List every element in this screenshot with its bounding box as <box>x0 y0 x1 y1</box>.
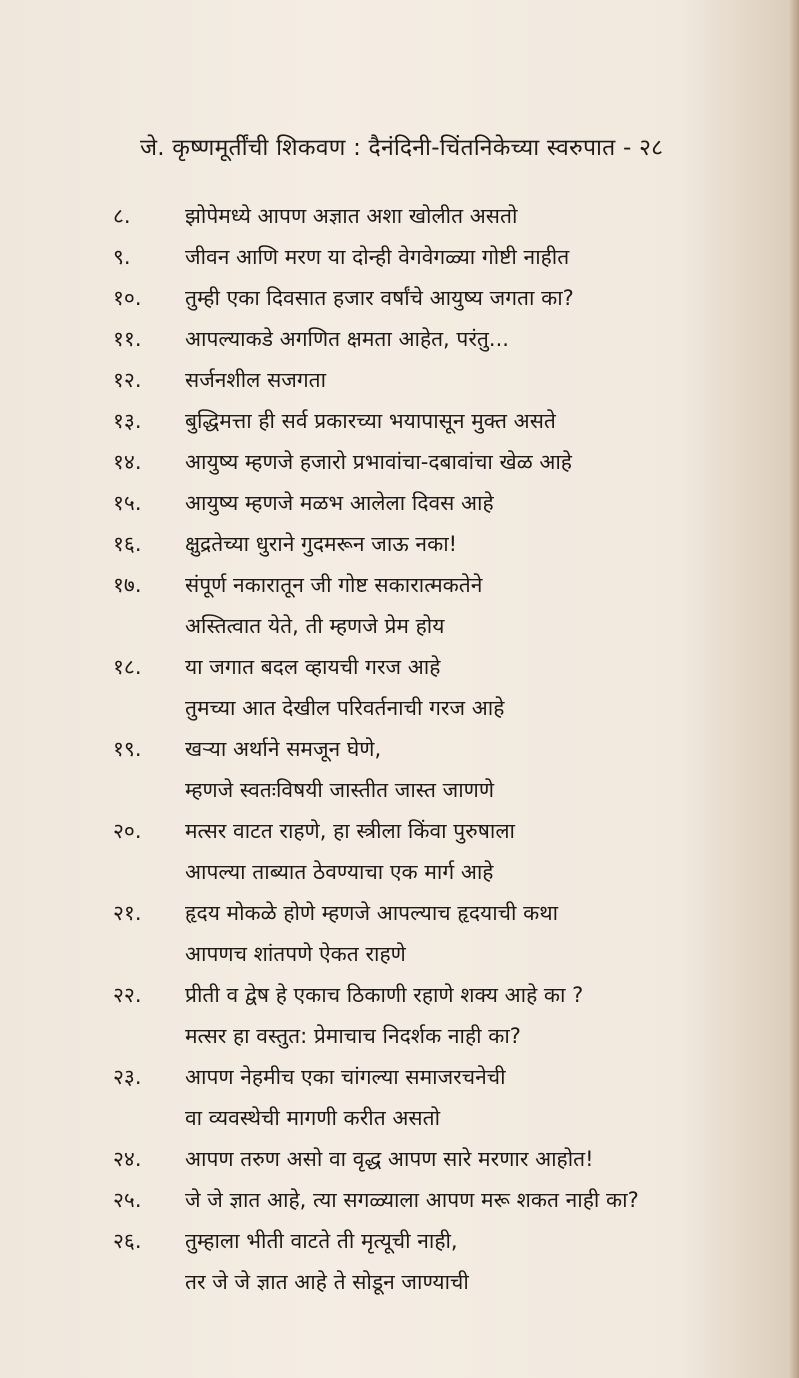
item-text: या जगात बदल व्हायची गरज आहे <box>185 655 441 679</box>
item-text-continued: आपल्या ताब्यात ठेवण्याचा एक मार्ग आहे <box>185 860 494 884</box>
item-text-continued: तुमच्या आत देखील परिवर्तनाची गरज आहे <box>185 696 505 720</box>
item-text: जीवन आणि मरण या दोन्ही वेगवेगळ्या गोष्टी नाहीत <box>185 245 570 269</box>
list-item <box>113 1221 793 1303</box>
item-text: मत्सर वाटत राहणे, हा स्त्रीला किंवा पुरुषाला <box>185 819 515 843</box>
item-number: १६. <box>113 532 142 556</box>
list-item <box>113 565 793 647</box>
list-item <box>113 237 793 278</box>
item-text: जे जे ज्ञात आहे, त्या सगळ्याला आपण मरू शकत नाही का? <box>185 1188 639 1212</box>
item-number: १२. <box>113 368 142 392</box>
list-item <box>113 1139 793 1180</box>
list-item <box>113 442 793 483</box>
item-number: २५. <box>113 1188 142 1212</box>
contents-list <box>113 196 793 1303</box>
list-item <box>113 401 793 442</box>
item-text: खऱ्या अर्थाने समजून घेणे, <box>185 737 382 761</box>
item-text: आपण नेहमीच एका चांगल्या समाजरचनेची <box>185 1065 506 1089</box>
item-number: २१. <box>113 901 142 925</box>
item-text: आयुष्य म्हणजे हजारो प्रभावांचा-दबावांचा खेळ आहे <box>185 450 572 474</box>
item-number: १५. <box>113 491 142 515</box>
list-item <box>113 811 793 893</box>
item-text-continued: वा व्यवस्थेची मागणी करीत असतो <box>185 1106 441 1130</box>
list-item <box>113 729 793 811</box>
item-number: १०. <box>113 286 142 310</box>
item-text: सर्जनशील सजगता <box>185 368 327 392</box>
list-item <box>113 524 793 565</box>
item-text: संपूर्ण नकारातून जी गोष्ट सकारात्मकतेने <box>185 573 483 597</box>
list-item <box>113 647 793 729</box>
item-text-continued: मत्सर हा वस्तुत: प्रेमाचाच निदर्शक नाही का? <box>185 1024 521 1048</box>
item-number: १४. <box>113 450 142 474</box>
item-number: ९. <box>113 245 131 269</box>
list-item <box>113 196 793 237</box>
item-text: आपण तरुण असो वा वृद्ध आपण सारे मरणार आहोत! <box>185 1147 594 1171</box>
item-number: २३. <box>113 1065 142 1089</box>
item-text: क्षुद्रतेच्या धुराने गुदमरून जाऊ नका! <box>185 532 458 556</box>
list-item <box>113 483 793 524</box>
item-text: तुम्ही एका दिवसात हजार वर्षांचे आयुष्य जगता का? <box>185 286 574 310</box>
item-number: २६. <box>113 1229 142 1253</box>
item-number: ११. <box>113 327 142 351</box>
item-text-continued: अस्तित्वात येते, ती म्हणजे प्रेम होय <box>185 614 445 638</box>
item-number: २०. <box>113 819 142 843</box>
item-text: तुम्हाला भीती वाटते ती मृत्यूची नाही, <box>185 1229 458 1253</box>
item-number: १९. <box>113 737 142 761</box>
item-number: २४. <box>113 1147 142 1171</box>
item-number: १३. <box>113 409 142 433</box>
list-item <box>113 1180 793 1221</box>
list-item <box>113 278 793 319</box>
list-item <box>113 975 793 1057</box>
item-text: झोपेमध्ये आपण अज्ञात अशा खोलीत असतो <box>185 204 518 228</box>
item-text: आयुष्य म्हणजे मळभ आलेला दिवस आहे <box>185 491 494 515</box>
list-item <box>113 360 793 401</box>
item-number: १७. <box>113 573 142 597</box>
item-text-continued: आपणच शांतपणे ऐकत राहणे <box>185 942 406 966</box>
list-item <box>113 893 793 975</box>
list-item <box>113 1057 793 1139</box>
item-text: प्रीती व द्वेष हे एकाच ठिकाणी रहाणे शक्य आहे का ? <box>185 983 584 1007</box>
list-item <box>113 319 793 360</box>
item-number: १८. <box>113 655 142 679</box>
item-text: हृदय मोकळे होणे म्हणजे आपल्याच हृदयाची कथा <box>185 901 559 925</box>
item-text-continued: म्हणजे स्वतःविषयी जास्तीत जास्त जाणणे <box>185 778 495 802</box>
item-number: ८. <box>113 204 131 228</box>
item-number: २२. <box>113 983 142 1007</box>
item-text: बुद्धिमत्ता ही सर्व प्रकारच्या भयापासून मुक्त असते <box>185 409 556 433</box>
running-header: जे. कृष्णमूर्तींची शिकवण : दैनंदिनी-चिंतनिकेच्या स्वरुपात - २८ <box>140 135 664 161</box>
item-text-continued: तर जे जे ज्ञात आहे ते सोडून जाण्याची <box>185 1270 469 1294</box>
item-text: आपल्याकडे अगणित क्षमता आहेत, परंतु... <box>185 327 509 351</box>
